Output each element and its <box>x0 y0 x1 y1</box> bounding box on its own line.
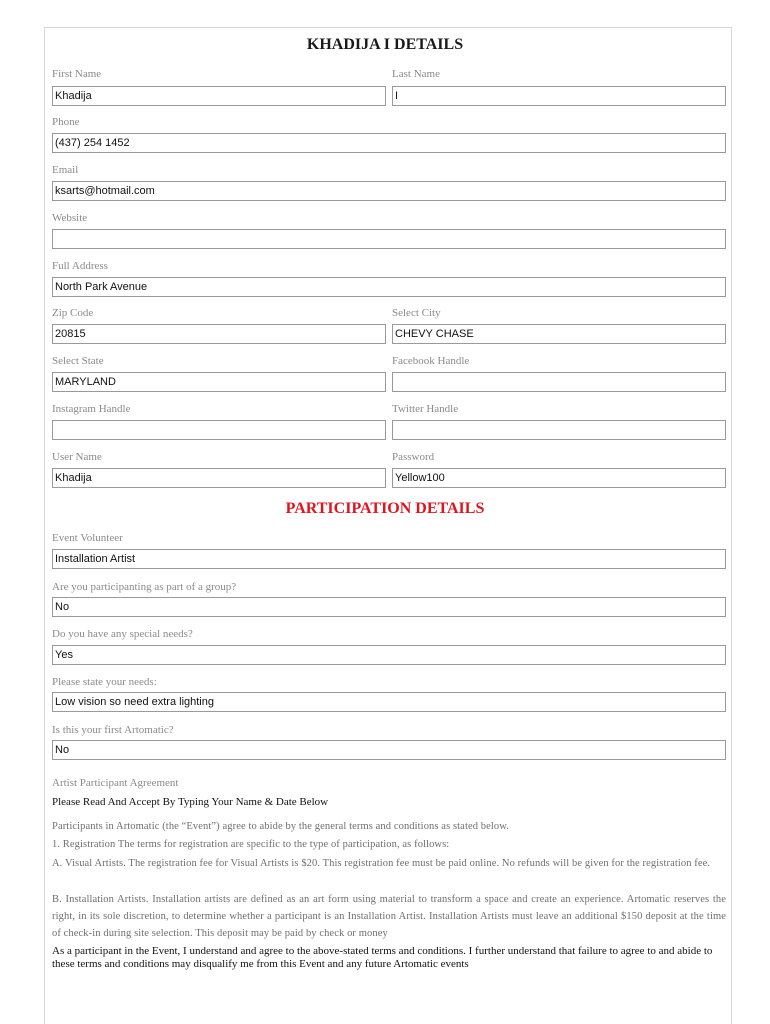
agreement-statement: As a participant in the Event, I understand and agree to the above-stated terms and conditions. I further understand that failure to agree to and abide to these terms and conditions may disqualify me from this Event and any future Artomatic events <box>52 945 713 970</box>
twitter-label: Twitter Handle <box>392 403 459 415</box>
full-address-field[interactable]: North Park Avenue <box>52 277 726 297</box>
full-address-label: Full Address <box>52 260 108 272</box>
facebook-label: Facebook Handle <box>392 355 470 367</box>
zip-code-label: Zip Code <box>52 307 94 319</box>
zip-code-field[interactable]: 20815 <box>52 324 386 344</box>
group-label: Are you participanting as part of a group? <box>52 581 237 593</box>
password-field[interactable]: Yellow100 <box>392 468 726 488</box>
terms-registration: 1. Registration The terms for registration are specific to the type of participation, as follows: <box>52 839 450 850</box>
participation-title: PARTICIPATION DETAILS <box>285 500 485 517</box>
volunteer-field[interactable]: Installation Artist <box>52 549 726 569</box>
state-label: Select State <box>52 355 104 367</box>
needs-detail-field[interactable]: Low vision so need extra lighting <box>52 692 726 712</box>
last-name-label: Last Name <box>392 68 440 80</box>
agreement-instruction: Please Read And Accept By Typing Your Name & Date Below <box>52 796 329 808</box>
username-field[interactable]: Khadija <box>52 468 386 488</box>
special-needs-label: Do you have any special needs? <box>52 628 193 640</box>
form-page <box>44 27 732 1024</box>
volunteer-label: Event Volunteer <box>52 532 123 544</box>
needs-detail-label: Please state your needs: <box>52 676 157 688</box>
phone-label: Phone <box>52 116 80 128</box>
website-field[interactable] <box>52 229 726 249</box>
terms-intro: Participants in Artomatic (the “Event”) agree to abide by the general terms and conditions as stated below. <box>52 821 509 832</box>
password-label: Password <box>392 451 435 463</box>
website-label: Website <box>52 212 88 224</box>
facebook-field[interactable] <box>392 372 726 392</box>
username-label: User Name <box>52 451 102 463</box>
state-field[interactable]: MARYLAND <box>52 372 386 392</box>
first-name-label: First Name <box>52 68 102 80</box>
special-needs-field[interactable]: Yes <box>52 645 726 665</box>
instagram-label: Instagram Handle <box>52 403 131 415</box>
page-title: KHADIJA I DETAILS <box>306 36 464 53</box>
city-label: Select City <box>392 307 441 319</box>
first-name-field[interactable]: Khadija <box>52 86 386 106</box>
terms-visual-artists: A. Visual Artists. The registration fee for Visual Artists is $20. This registration fee must be paid online. No refunds will be given for the registration fee. <box>52 858 711 869</box>
email-field[interactable]: ksarts@hotmail.com <box>52 181 726 201</box>
city-field[interactable]: CHEVY CHASE <box>392 324 726 344</box>
agreement-label: Artist Participant Agreement <box>52 777 179 789</box>
twitter-field[interactable] <box>392 420 726 440</box>
instagram-field[interactable] <box>52 420 386 440</box>
first-artomatic-field[interactable]: No <box>52 740 726 760</box>
first-artomatic-label: Is this your first Artomatic? <box>52 724 174 736</box>
email-label: Email <box>52 164 79 176</box>
terms-installation-artists: B. Installation Artists. Installation artists are defined as an art form using material to transform a space and create an experience. Artomatic reserves the right, in its sole discretion, to determine whether a participant is an Installation Artist. Installation Artists must leave an additional $150 deposit at the time of check-in during site selection. This deposit may be paid by check or money <box>52 894 726 939</box>
group-field[interactable]: No <box>52 597 726 617</box>
last-name-field[interactable]: I <box>392 86 726 106</box>
phone-field[interactable]: (437) 254 1452 <box>52 133 726 153</box>
